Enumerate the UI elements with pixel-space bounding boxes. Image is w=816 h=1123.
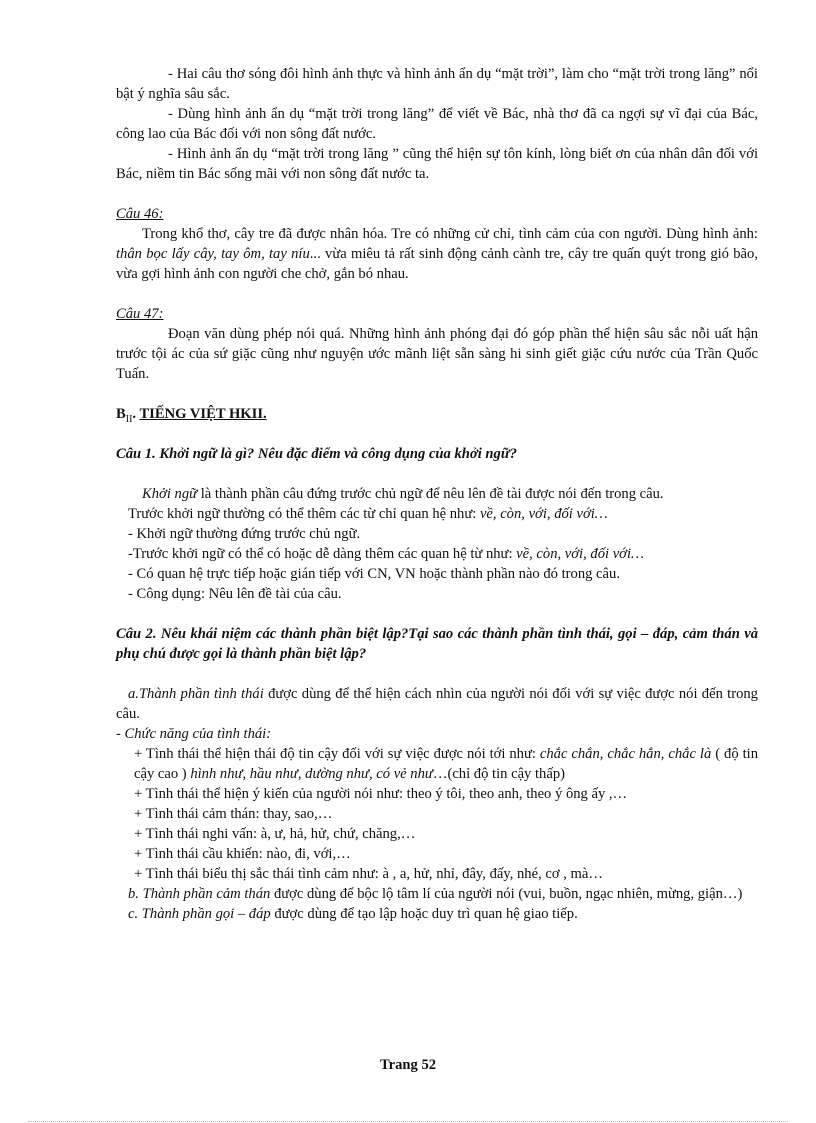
list-item — [116, 744, 758, 784]
italic-run: b. Thành phần cảm thán — [128, 885, 271, 902]
text-run: -Trước khởi ngữ có thể có hoặc dễ dàng thêm các quan hệ từ như: — [128, 545, 517, 562]
text-run: Trong khổ thơ, cây tre đã được nhân hóa. Tre có những cử chỉ, tình cảm của con người. Dùng hình ảnh: — [142, 226, 758, 242]
italic-run: thân bọc lấy cây, tay ôm, tay níu — [116, 246, 310, 262]
list-item — [116, 544, 758, 564]
paragraph — [116, 884, 758, 904]
text-run: ( độ tin cậy cao ) — [134, 745, 758, 782]
italic-run: về, còn, với, đối với… — [516, 545, 645, 562]
text-run: ... vừa miêu tả rất sinh động cảnh cành tre, cây tre quấn quýt trong gió bão, vừa gợi hình ảnh con người che chở, gắn bó nhau. — [116, 246, 758, 282]
heading-sep: . — [132, 406, 137, 422]
list-item: - Công dụng: Nêu lên đề tài của câu. — [128, 585, 342, 602]
text-run: là thành phần câu đứng trước chủ ngữ để nêu lên đề tài được nói đến trong câu. — [197, 485, 664, 502]
text-run: được dùng để thể hiện cách nhìn của người nói đối với sự việc được nói đến trong câu. — [116, 685, 758, 722]
document-page — [116, 64, 758, 924]
paragraph: - Hình ảnh ẩn dụ “mặt trời trong lăng ” cũng thể hiện sự tôn kính, lòng biết ơn của nhân dân đối với Bác, niềm tin Bác sống mãi với non sông đất nước ta. — [116, 146, 758, 182]
heading-title: TIẾNG VIỆT HKII. — [139, 406, 267, 422]
heading-subscript: II — [125, 413, 133, 425]
question-label-46: Câu 46: — [116, 206, 164, 222]
page-bottom-divider — [28, 1121, 788, 1122]
section-heading — [116, 404, 758, 430]
heading-letter: B — [116, 406, 126, 422]
question-title-2: Câu 2. Nêu khái niệm các thành phần biệt lập?Tại sao các thành phần tình thái, gọi – đáp, cảm thán và phụ chú được gọi là thành phần biệt lập? — [116, 625, 758, 662]
italic-run: chắc chắn, chắc hẳn, chắc là — [539, 745, 712, 762]
text-run: được dùng để bộc lộ tâm lí của người nói (vui, buồn, ngạc nhiên, mừng, giận…) — [270, 885, 743, 902]
italic-run: c. Thành phần gọi – đáp — [128, 905, 271, 922]
italic-run: về, còn, với, đối với… — [479, 505, 608, 522]
paragraph — [116, 904, 758, 924]
list-heading — [116, 724, 758, 744]
paragraph — [116, 684, 758, 724]
italic-run: - Chức năng của tình thái: — [116, 725, 272, 742]
paragraph: - Dùng hình ảnh ẩn dụ “mặt trời trong lăng” để viết về Bác, nhà thơ đã ca ngợi sự vĩ đại của Bác, công lao của Bác đối với non sông đất nước. — [116, 106, 758, 142]
answer-47: Đoạn văn dùng phép nói quá. Những hình ảnh phóng đại đó góp phần thể hiện sâu sắc nỗi uất hận trước tội ác của sứ giặc cũng như nguyện ước mãnh liệt sẵn sàng hi sinh giết giặc cứu nước của Trần Quốc Tuấn. — [116, 326, 758, 382]
definition — [116, 484, 758, 504]
list-item: + Tình thái cảm thán: thay, sao,… — [134, 805, 333, 822]
text-run: + Tình thái thể hiện thái độ tin cậy đối với sự việc được nói tới như: — [134, 745, 540, 762]
list-item: + Tình thái nghi vấn: à, ư, hả, hử, chứ, chăng,… — [134, 825, 416, 842]
text-run: Trước khởi ngữ thường có thể thêm các từ chỉ quan hệ như: — [128, 505, 480, 522]
term: Khởi ngữ — [142, 485, 198, 502]
question-title-1: Câu 1. Khởi ngữ là gì? Nêu đặc điểm và công dụng của khởi ngữ? — [116, 445, 517, 462]
list-item — [116, 504, 758, 524]
text-run: …(chỉ độ tin cậy thấp) — [432, 765, 565, 782]
page-number: Trang 52 — [379, 1057, 437, 1073]
list-item: + Tình thái thể hiện ý kiến của người nói như: theo ý tôi, theo anh, theo ý ông ấy ,… — [134, 785, 628, 802]
paragraph: - Hai câu thơ sóng đôi hình ảnh thực và hình ảnh ẩn dụ “mặt trời”, làm cho “mặt trời trong lăng” nổi bật ý nghĩa sâu sắc. — [116, 66, 758, 102]
italic-run: hình như, hầu như, dường như, có vẻ như — [190, 765, 433, 782]
italic-run: a.Thành phần tình thái — [128, 685, 264, 702]
question-label-47: Câu 47: — [116, 306, 164, 322]
list-item: - Có quan hệ trực tiếp hoặc gián tiếp với CN, VN hoặc thành phần nào đó trong câu. — [128, 565, 620, 582]
list-item: + Tình thái cầu khiến: nào, đi, với,… — [134, 845, 351, 862]
text-run: được dùng để tạo lập hoặc duy trì quan hệ giao tiếp. — [270, 905, 578, 922]
list-item: + Tình thái biểu thị sắc thái tình cảm như: à , a, hử, nhỉ, đây, đấy, nhé, cơ , mà… — [134, 865, 603, 882]
answer-46 — [116, 224, 758, 284]
list-item: - Khởi ngữ thường đứng trước chủ ngữ. — [128, 525, 361, 542]
